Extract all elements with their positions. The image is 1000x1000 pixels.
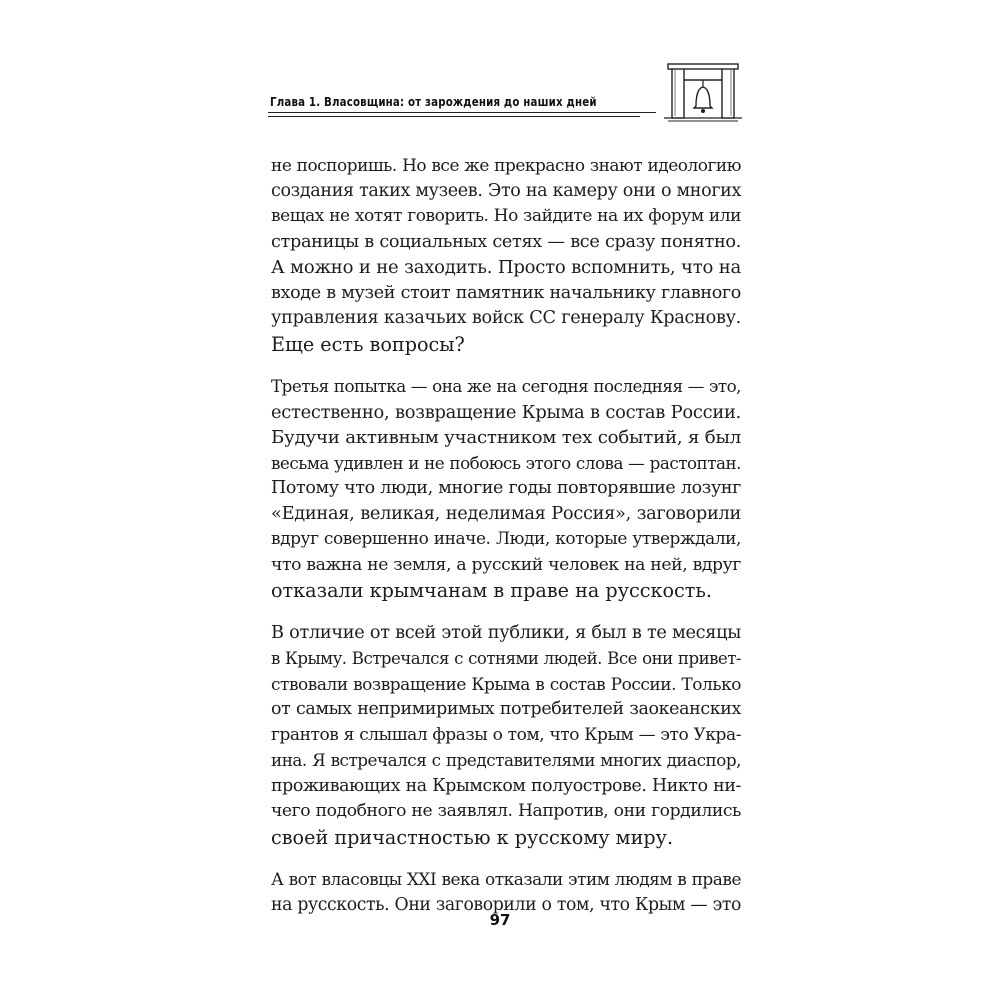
text-line: управления казачьих войск СС генералу Краснову. — [271, 308, 741, 328]
text-line: не поспоришь. Но все же прекрасно знают идеологию — [271, 155, 741, 175]
text-line: Еще есть вопросы? — [271, 332, 465, 356]
text-line: ина. Я встречался с представителями многих диаспор, — [271, 750, 741, 770]
text-line: проживающих на Крымском полуострове. Никто ни- — [271, 775, 741, 796]
text-line: Потому что люди, многие годы повторявшие лозунг — [271, 478, 741, 498]
body-text — [271, 153, 741, 935]
text-line: отказали крымчанам в праве на русскость. — [271, 579, 712, 602]
text-line: грантов я слышал фразы о том, что Крым — это Укра- — [271, 724, 741, 745]
text-line: чего подобного не заявлял. Напротив, они гордились — [271, 801, 741, 821]
paragraph — [271, 621, 741, 851]
text-line: от самых непримиримых потребителей заокеанских — [271, 699, 741, 719]
text-line: естественно, возвращение Крыма в состав России. — [271, 401, 741, 423]
text-line: создания таких музеев. Это на камеру они о многих — [271, 180, 741, 201]
text-line: страницы в социальных сетях — все сразу понятно. — [271, 231, 741, 252]
text-line: Третья попытка — она же на сегодня последняя — это, — [271, 376, 741, 396]
text-line: своей причастностью к русскому миру. — [271, 825, 674, 849]
running-header — [268, 60, 744, 140]
text-line: В отличие от всей этой публики, я был в те месяцы — [271, 622, 741, 643]
text-line: весьма удивлен и не побоюсь этого слова — растоптан. — [271, 452, 741, 473]
chapter-title: Глава 1. Власовщина: от зарождения до наших дней — [270, 94, 597, 109]
paragraph — [271, 153, 741, 357]
bell-tower-icon — [664, 60, 742, 126]
header-rule-top — [268, 112, 656, 113]
text-line: ствовали возвращение Крыма в состав России. Только — [271, 673, 741, 694]
paragraph — [271, 374, 741, 604]
text-line: Будучи активным участником тех событий, я был — [271, 427, 741, 448]
page-number: 97 — [489, 911, 511, 929]
text-line: вдруг совершенно иначе. Люди, которые утверждали, — [271, 529, 741, 549]
text-line: вещах не хотят говорить. Но зайдите на их форум или — [271, 206, 741, 226]
header-rule-bottom — [268, 116, 640, 117]
text-line: что важна не земля, а русский человек на ней, вдруг — [271, 554, 741, 575]
text-line: входе в музей стоит памятник начальнику главного — [271, 282, 741, 303]
text-line: «Единая, великая, неделимая Россия», заговорили — [271, 503, 741, 524]
text-line: на русскость. Они заговорили о том, что Крым — это — [271, 894, 741, 915]
text-line: А можно и не заходить. Просто вспомнить, что на — [271, 257, 741, 278]
text-line: в Крыму. Встречался с сотнями людей. Все они привет- — [271, 649, 741, 668]
text-line: А вот власовцы XXI века отказали этим людям в праве — [271, 869, 741, 889]
